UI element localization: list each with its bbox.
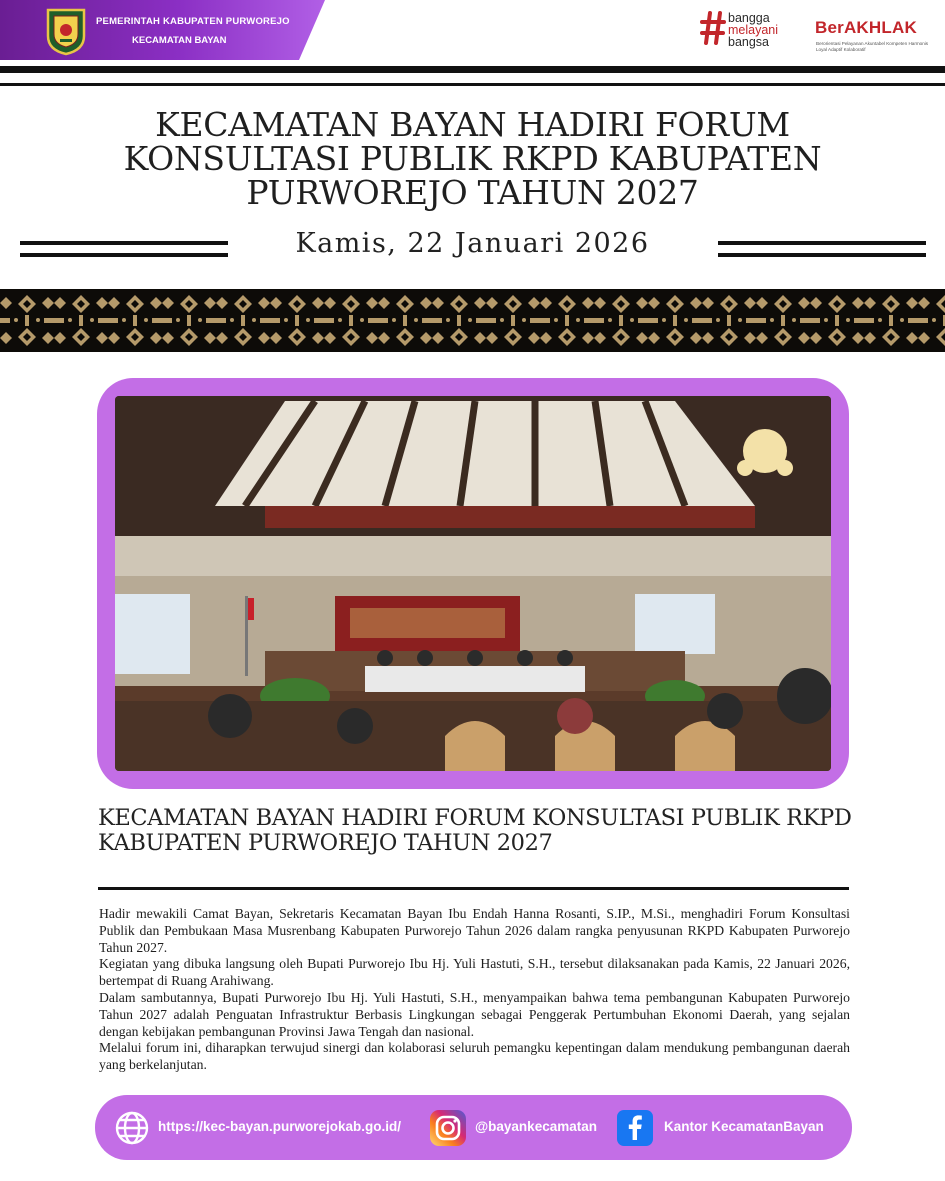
article-body [99,906,850,1074]
date-rule-right [718,241,926,245]
berakhlak-logo: BerAKHLAK [815,18,917,37]
date-rule-left [20,241,228,245]
body-paragraph: Kegiatan yang dibuka langsung oleh Bupati Purworejo Ibu Hj. Yuli Hastuti, S.H., tersebut dilaksanakan pada Kamis, 22 Januari 2026, bertempat di Ruang Arahiwang. [99,956,850,989]
date-rule-right-2 [718,253,926,257]
page-title: KECAMATAN BAYAN HADIRI FORUM KONSULTASI PUBLIK RKPD KABUPATEN PURWOREJO TAHUN 2027 [123,105,822,212]
facebook-page-link[interactable]: Kantor KecamatanBayan [664,1119,824,1134]
article-subtitle: KECAMATAN BAYAN HADIRI FORUM KONSULTASI PUBLIK RKPD KABUPATEN PURWOREJO TAHUN 2027 [98,805,852,856]
bangsa-word: bangsa [728,35,770,49]
district-name: KECAMATAN BAYAN [132,35,227,46]
event-photo [115,396,831,771]
body-paragraph: Hadir mewakili Camat Bayan, Sekretaris Kecamatan Bayan Ibu Endah Hanna Rosanti, S.IP., M.Si., menghadiri Forum Konsultasi Publik dan Pembukaan Masa Musrenbang Kabupaten Purworejo Tahun 2026 dalam rangka penyusunan RKPD Kabupaten Purworejo Tahun 2027. [99,906,850,955]
instagram-icon[interactable] [429,1109,467,1147]
website-link[interactable]: https://kec-bayan.purworejokab.go.id/ [158,1119,402,1134]
instagram-handle-link[interactable]: @bayankecamatan [475,1119,597,1134]
body-paragraph: Dalam sambutannya, Bupati Purworejo Ibu Hj. Yuli Hastuti, S.H., menyampaikan bahwa tema pembangunan Kabupaten Purworejo Tahun 2027 adalah Penguatan Infrastruktur Berbasis Lingkungan sebagai Penggerak Pertumbuhan Ekonomi Daerah, yang sejalan dengan kebijakan pembangunan Provinsi Jawa Tengah dan nasional. [99,989,850,1039]
body-paragraph: Melalui forum ini, diharapkan terwujud sinergi dan kolaborasi seluruh pemangku kepentingan dalam mendukung pembangunan daerah yang berkelanjutan. [99,1040,850,1073]
bangga-melayani-bangsa-logo [728,12,778,48]
regency-crest-icon [44,6,88,56]
header-divider-thin [0,83,945,86]
header-divider [0,66,945,73]
batik-ornament-band [0,289,945,352]
date-rule-left-2 [20,253,228,257]
berakhlak-tagline: Berorientasi Pelayanan Akuntabel Kompeten Harmonis Loyal Adaptif Kolaboratif [816,41,929,52]
government-name: PEMERINTAH KABUPATEN PURWOREJO [96,16,290,27]
melayani-word: melayani [728,23,779,37]
facebook-icon[interactable] [616,1109,654,1147]
globe-icon [113,1109,151,1147]
subtitle-divider [98,887,849,890]
bangga-word: bangga [728,11,770,25]
hashtag-icon [700,10,726,46]
event-date: Kamis, 22 Januari 2026 [295,228,650,259]
